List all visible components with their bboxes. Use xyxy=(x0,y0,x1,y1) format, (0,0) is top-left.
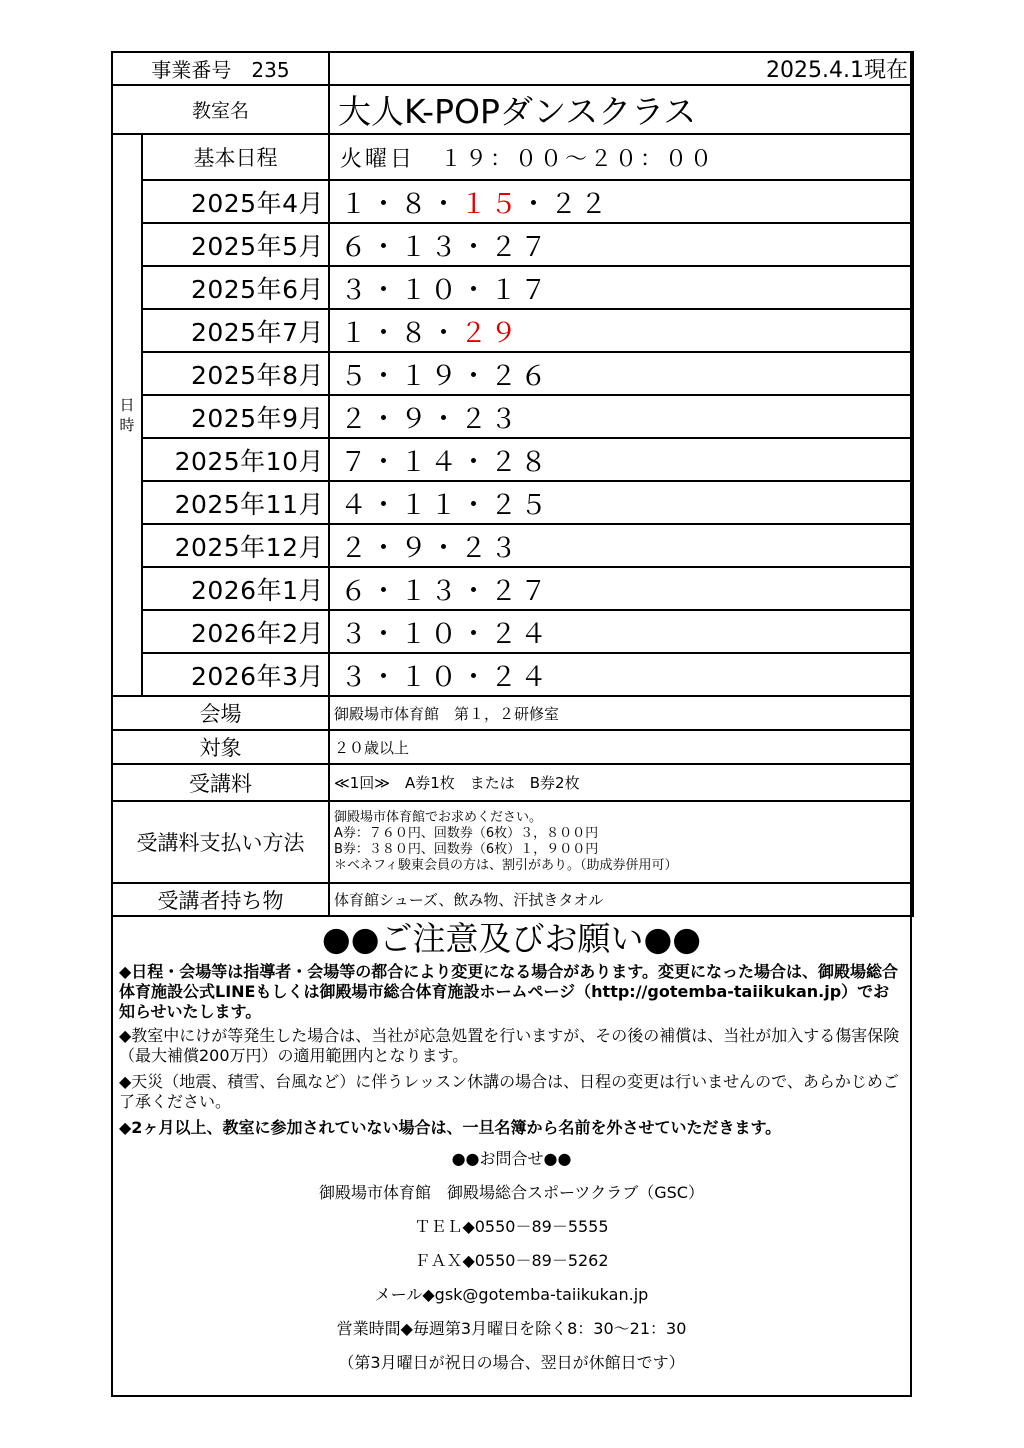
venue-value: 御殿場市体育館 第１，２研修室 xyxy=(329,696,913,730)
month-dates xyxy=(329,266,913,309)
class-date: ３・１０・２４ xyxy=(340,619,550,650)
month-label: 2026年3月 xyxy=(142,653,329,696)
target-label: 対象 xyxy=(112,730,329,764)
schedule-side-label xyxy=(112,134,142,696)
holiday-date: １５ xyxy=(460,189,520,220)
month-dates xyxy=(329,438,913,481)
notice-item: ◆日程・会場等は指導者・会場等の都合により変更になる場合があります。変更になった場合は、御殿場総合体育施設公式LINEもしくは御殿場市総合体育施設ホームページ（http://gotemba-taiikukan.jp）でお知らせいたします。 xyxy=(119,962,899,1021)
class-date: ５・１９・２６ xyxy=(340,361,550,392)
class-date: ３・１０・１７ xyxy=(340,275,550,306)
class-name-row xyxy=(112,85,913,134)
month-label: 2025年8月 xyxy=(142,352,329,395)
notice-section xyxy=(113,916,910,1380)
month-row xyxy=(112,223,913,266)
month-dates xyxy=(329,395,913,438)
belongings-value: 体育館シューズ、飲み物、汗拭きタオル xyxy=(329,883,913,916)
class-name: 大人K-POPダンスクラス xyxy=(329,85,913,134)
month-label: 2025年12月 xyxy=(142,524,329,567)
month-dates xyxy=(329,524,913,567)
contact-block xyxy=(113,1142,910,1380)
payment-line: ＊ベネフィ駿東会員の方は、割引があり。（助成券併用可） xyxy=(334,858,678,873)
month-dates xyxy=(329,567,913,610)
fee-label: 受講料 xyxy=(112,764,329,801)
basic-schedule-label: 基本日程 xyxy=(142,134,329,180)
month-dates xyxy=(329,180,913,223)
month-dates xyxy=(329,481,913,524)
side-label-2: 時 xyxy=(119,416,135,434)
month-row xyxy=(112,481,913,524)
contact-title: ●●お問合せ●● xyxy=(451,1149,572,1168)
contact-note: （第3月曜日が祝日の場合、翌日が休館日です） xyxy=(338,1353,685,1372)
month-dates xyxy=(329,309,913,352)
month-dates xyxy=(329,352,913,395)
month-label: 2025年11月 xyxy=(142,481,329,524)
class-name-label: 教室名 xyxy=(112,85,329,134)
business-number: 事業番号 235 xyxy=(112,52,329,85)
month-row xyxy=(112,180,913,223)
class-date: ６・１３・２７ xyxy=(340,232,550,263)
month-label: 2025年9月 xyxy=(142,395,329,438)
basic-schedule-value: 火曜日 １９：００～２０：００ xyxy=(329,134,913,180)
belongings-row xyxy=(112,883,913,916)
payment-label: 受講料支払い方法 xyxy=(112,801,329,883)
month-label: 2025年5月 xyxy=(142,223,329,266)
month-row xyxy=(112,653,913,696)
contact-tel: ＴＥＬ◆0550－89－5555 xyxy=(414,1217,609,1236)
month-dates xyxy=(329,653,913,696)
class-date: １・８・ xyxy=(340,318,460,349)
month-label: 2025年6月 xyxy=(142,266,329,309)
target-row xyxy=(112,730,913,764)
header-row xyxy=(112,52,913,85)
contact-org: 御殿場市体育館 御殿場総合スポーツクラブ（GSC） xyxy=(319,1183,704,1202)
class-date: ４・１１・２５ xyxy=(340,490,550,521)
contact-fax: ＦＡＸ◆0550－89－5262 xyxy=(414,1251,609,1270)
class-date: ７・１４・２８ xyxy=(340,447,550,478)
contact-hours: 営業時間◆毎週第3月曜日を除く8：30～21：30 xyxy=(336,1319,687,1338)
month-row xyxy=(112,309,913,352)
payment-row xyxy=(112,801,913,883)
month-label: 2025年7月 xyxy=(142,309,329,352)
class-date: １・８・ xyxy=(340,189,460,220)
month-row xyxy=(112,524,913,567)
payment-details xyxy=(329,801,913,883)
payment-line: 御殿場市体育館でお求めください。 xyxy=(334,810,543,825)
class-date: ３・１０・２４ xyxy=(340,662,550,693)
basic-schedule-row xyxy=(112,134,913,180)
month-row xyxy=(112,352,913,395)
month-row xyxy=(112,567,913,610)
class-date: ２・９・２３ xyxy=(340,533,520,564)
month-row xyxy=(112,395,913,438)
payment-line: A券：７６０円、回数券（6枚）３，８００円 xyxy=(334,826,599,841)
month-label: 2026年1月 xyxy=(142,567,329,610)
month-row xyxy=(112,266,913,309)
belongings-label: 受講者持ち物 xyxy=(112,883,329,916)
venue-label: 会場 xyxy=(112,696,329,730)
month-dates xyxy=(329,610,913,653)
notice-item: ◆天災（地震、積雪、台風など）に伴うレッスン休講の場合は、日程の変更は行いませんので、あらかじめご了承ください。 xyxy=(119,1072,899,1111)
fee-row xyxy=(112,764,913,801)
class-info-table xyxy=(111,51,914,917)
side-label-1: 日 xyxy=(119,396,135,414)
notice-item: ◆2ヶ月以上、教室に参加されていない場合は、一旦名簿から名前を外させていただきます。 xyxy=(119,1118,782,1137)
venue-row xyxy=(112,696,913,730)
class-date: ・２２ xyxy=(520,189,610,220)
month-row xyxy=(112,438,913,481)
contact-mail: メール◆gsk@gotemba-taiikukan.jp xyxy=(374,1285,649,1304)
payment-line: B券：３８０円、回数券（6枚）１，９００円 xyxy=(334,842,599,857)
class-date: ６・１３・２７ xyxy=(340,576,550,607)
holiday-date: ２９ xyxy=(460,318,520,349)
fee-value: ≪1回≫ A券1枚 または B券2枚 xyxy=(329,764,913,801)
as-of-date: 2025.4.1現在 xyxy=(329,52,913,85)
month-label: 2025年4月 xyxy=(142,180,329,223)
month-row xyxy=(112,610,913,653)
class-date: ２・９・２３ xyxy=(340,404,520,435)
notice-title: ●●ご注意及びお願い●● xyxy=(321,919,702,958)
notice-item: ◆教室中にけが等発生した場合は、当社が応急処置を行いますが、その後の補償は、当社が加入する傷害保険（最大補償200万円）の適用範囲内となります。 xyxy=(119,1026,900,1065)
month-label: 2025年10月 xyxy=(142,438,329,481)
month-label: 2026年2月 xyxy=(142,610,329,653)
month-dates xyxy=(329,223,913,266)
target-value: ２０歳以上 xyxy=(329,730,913,764)
